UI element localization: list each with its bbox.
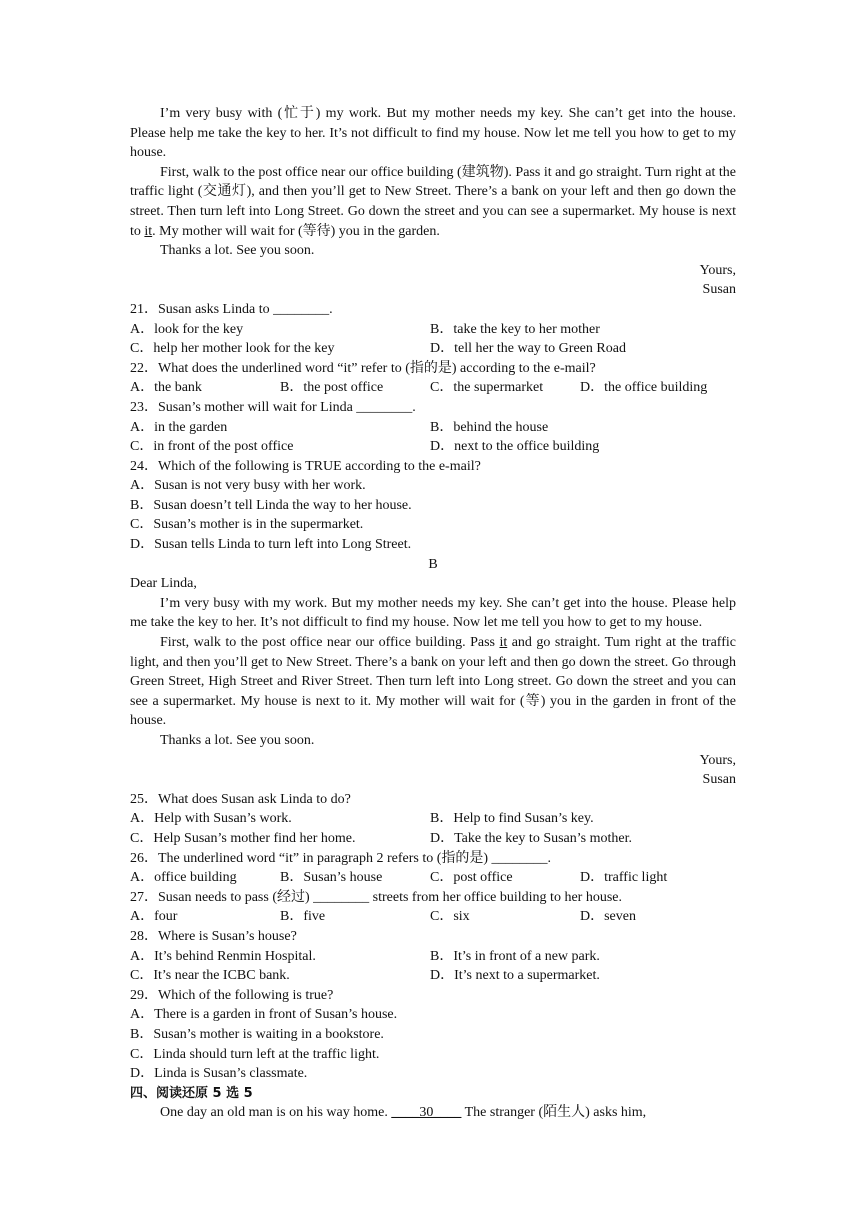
answer-options [130,809,736,848]
answer-options [130,320,736,359]
answer-option: A．There is a garden in front of Susan’s house. [130,1007,398,1023]
passage-a-paragraph-2: First, walk to the post office near our office building (建筑物). Pass it and go straight. Turn right at the traffic light (交通灯), and then you’ll get to New Street. There’s a bank on your left and then go down the street. Then turn left into Long Street. Go down the street and you can see a supermarket. My house is next to it. My mother will wait for (等待) you in the garden. [130,164,736,239]
questions-a [130,300,736,555]
passage-b-paragraph-1: I’m very busy with my work. But my mother needs my key. She can’t get into the house. Please help me take the key to her. It’s not difficult to find my house. Now let me tell you how to get to my house. [130,595,736,631]
answer-option: D．tell her the way to Green Road [430,341,626,357]
answer-option: D．Susan tells Linda to turn left into Long Street. [130,537,412,553]
answer-option: C．Help Susan’s mother find her home. [130,830,356,846]
passage-b-greeting: Dear Linda, [130,576,197,592]
passage-b-signature: Susan [702,772,736,788]
question-stem: 27．Susan needs to pass (经过) ________ streets from her office building to her house. [130,889,622,905]
answer-options [130,378,736,398]
section-4-paragraph: One day an old man is on his way home. ____30____ The stranger (陌生人) asks him, [160,1105,647,1121]
answer-option: C．six [430,909,470,925]
answer-option: B．Susan doesn’t tell Linda the way to her house. [130,497,412,513]
passage-b-closing: Yours, [699,752,736,768]
answer-option: A．the bank [130,380,202,396]
question-stem: 24．Which of the following is TRUE according to the e-mail? [130,458,481,474]
answer-option: D．seven [580,909,636,925]
answer-option: A．Help with Susan’s work. [130,811,292,827]
question-stem: 29．Which of the following is true? [130,987,334,1003]
answer-option: C．Linda should turn left at the traffic light. [130,1046,380,1062]
answer-options [130,418,736,457]
answer-options [130,476,736,554]
answer-option: B．Susan’s house [280,870,383,886]
answer-option: C．the supermarket [430,380,544,396]
answer-options [130,868,736,888]
answer-option: C．Susan’s mother is in the supermarket. [130,517,364,533]
passage-a-closing: Yours, [699,262,736,278]
question-stem: 21．Susan asks Linda to ________. [130,301,333,317]
answer-option: D．the office building [580,380,708,396]
answer-option: B．the post office [280,380,384,396]
answer-option: D．next to the office building [430,439,600,455]
answer-option: A．It’s behind Renmin Hospital. [130,948,316,964]
question-stem: 28．Where is Susan’s house? [130,928,297,944]
answer-option: A．look for the key [130,321,244,337]
answer-option: B．Susan’s mother is waiting in a bookstore. [130,1026,384,1042]
answer-option: C．help her mother look for the key [130,341,335,357]
underlined-word-it: it [144,223,153,239]
answer-option: D．traffic light [580,870,668,886]
question-stem: 23．Susan’s mother will wait for Linda ________. [130,399,416,415]
question-stem: 26．The underlined word “it” in paragraph 2 refers to (指的是) ________. [130,850,552,866]
answer-option: D．Take the key to Susan’s mother. [430,830,632,846]
answer-options [130,1005,736,1083]
passage-a-paragraph-3: Thanks a lot. See you soon. [160,243,315,259]
passage-a-signature: Susan [702,282,736,298]
answer-options [130,947,736,986]
answer-option: A．Susan is not very busy with her work. [130,478,366,494]
answer-option: A．office building [130,870,237,886]
document-page [130,104,736,1123]
answer-option: B．behind the house [430,419,549,435]
answer-option: C．post office [430,870,513,886]
question-stem: 25．What does Susan ask Linda to do? [130,791,351,807]
answer-option: D．It’s next to a supermarket. [430,968,600,984]
questions-b [130,790,736,1084]
question-stem: 22．What does the underlined word “it” refer to (指的是) according to the e-mail? [130,360,596,376]
answer-option: A．in the garden [130,419,228,435]
passage-b-paragraph-2: First, walk to the post office near our office building. Pass it and go straight. Tum right at the traffic light, and then you’ll get to New Street. There’s a bank on your left and then go down the street. Go through Green Street, High Street and River Street. Then turn left into Long street. Go down the street and you can see a supermarket. My house is next to it. My mother will wait for (等) you in the garden in front of the house. [130,635,736,729]
answer-option: B．Help to find Susan’s key. [430,811,594,827]
answer-option: C．It’s near the ICBC bank. [130,968,290,984]
answer-option: B．take the key to her mother [430,321,600,337]
passage-b-label: B [428,556,438,572]
answer-option: C．in front of the post office [130,439,294,455]
passage-a-paragraph-1: I’m very busy with (忙于) my work. But my mother needs my key. She can’t get into the house. Please help me take the key to her. It’s not difficult to find my house. Now let me tell you how to get to my house. [130,106,736,161]
underlined-word-it: it [499,635,508,651]
section-heading: 四、阅读还原 5 选 5 [130,1085,253,1101]
answer-options [130,907,736,927]
answer-option: D．Linda is Susan’s classmate. [130,1066,308,1082]
answer-option: B．five [280,909,326,925]
passage-b-paragraph-3: Thanks a lot. See you soon. [160,733,315,748]
answer-option: A．four [130,909,178,925]
answer-blank: ____30____ [391,1105,462,1121]
answer-option: B．It’s in front of a new park. [430,948,600,964]
